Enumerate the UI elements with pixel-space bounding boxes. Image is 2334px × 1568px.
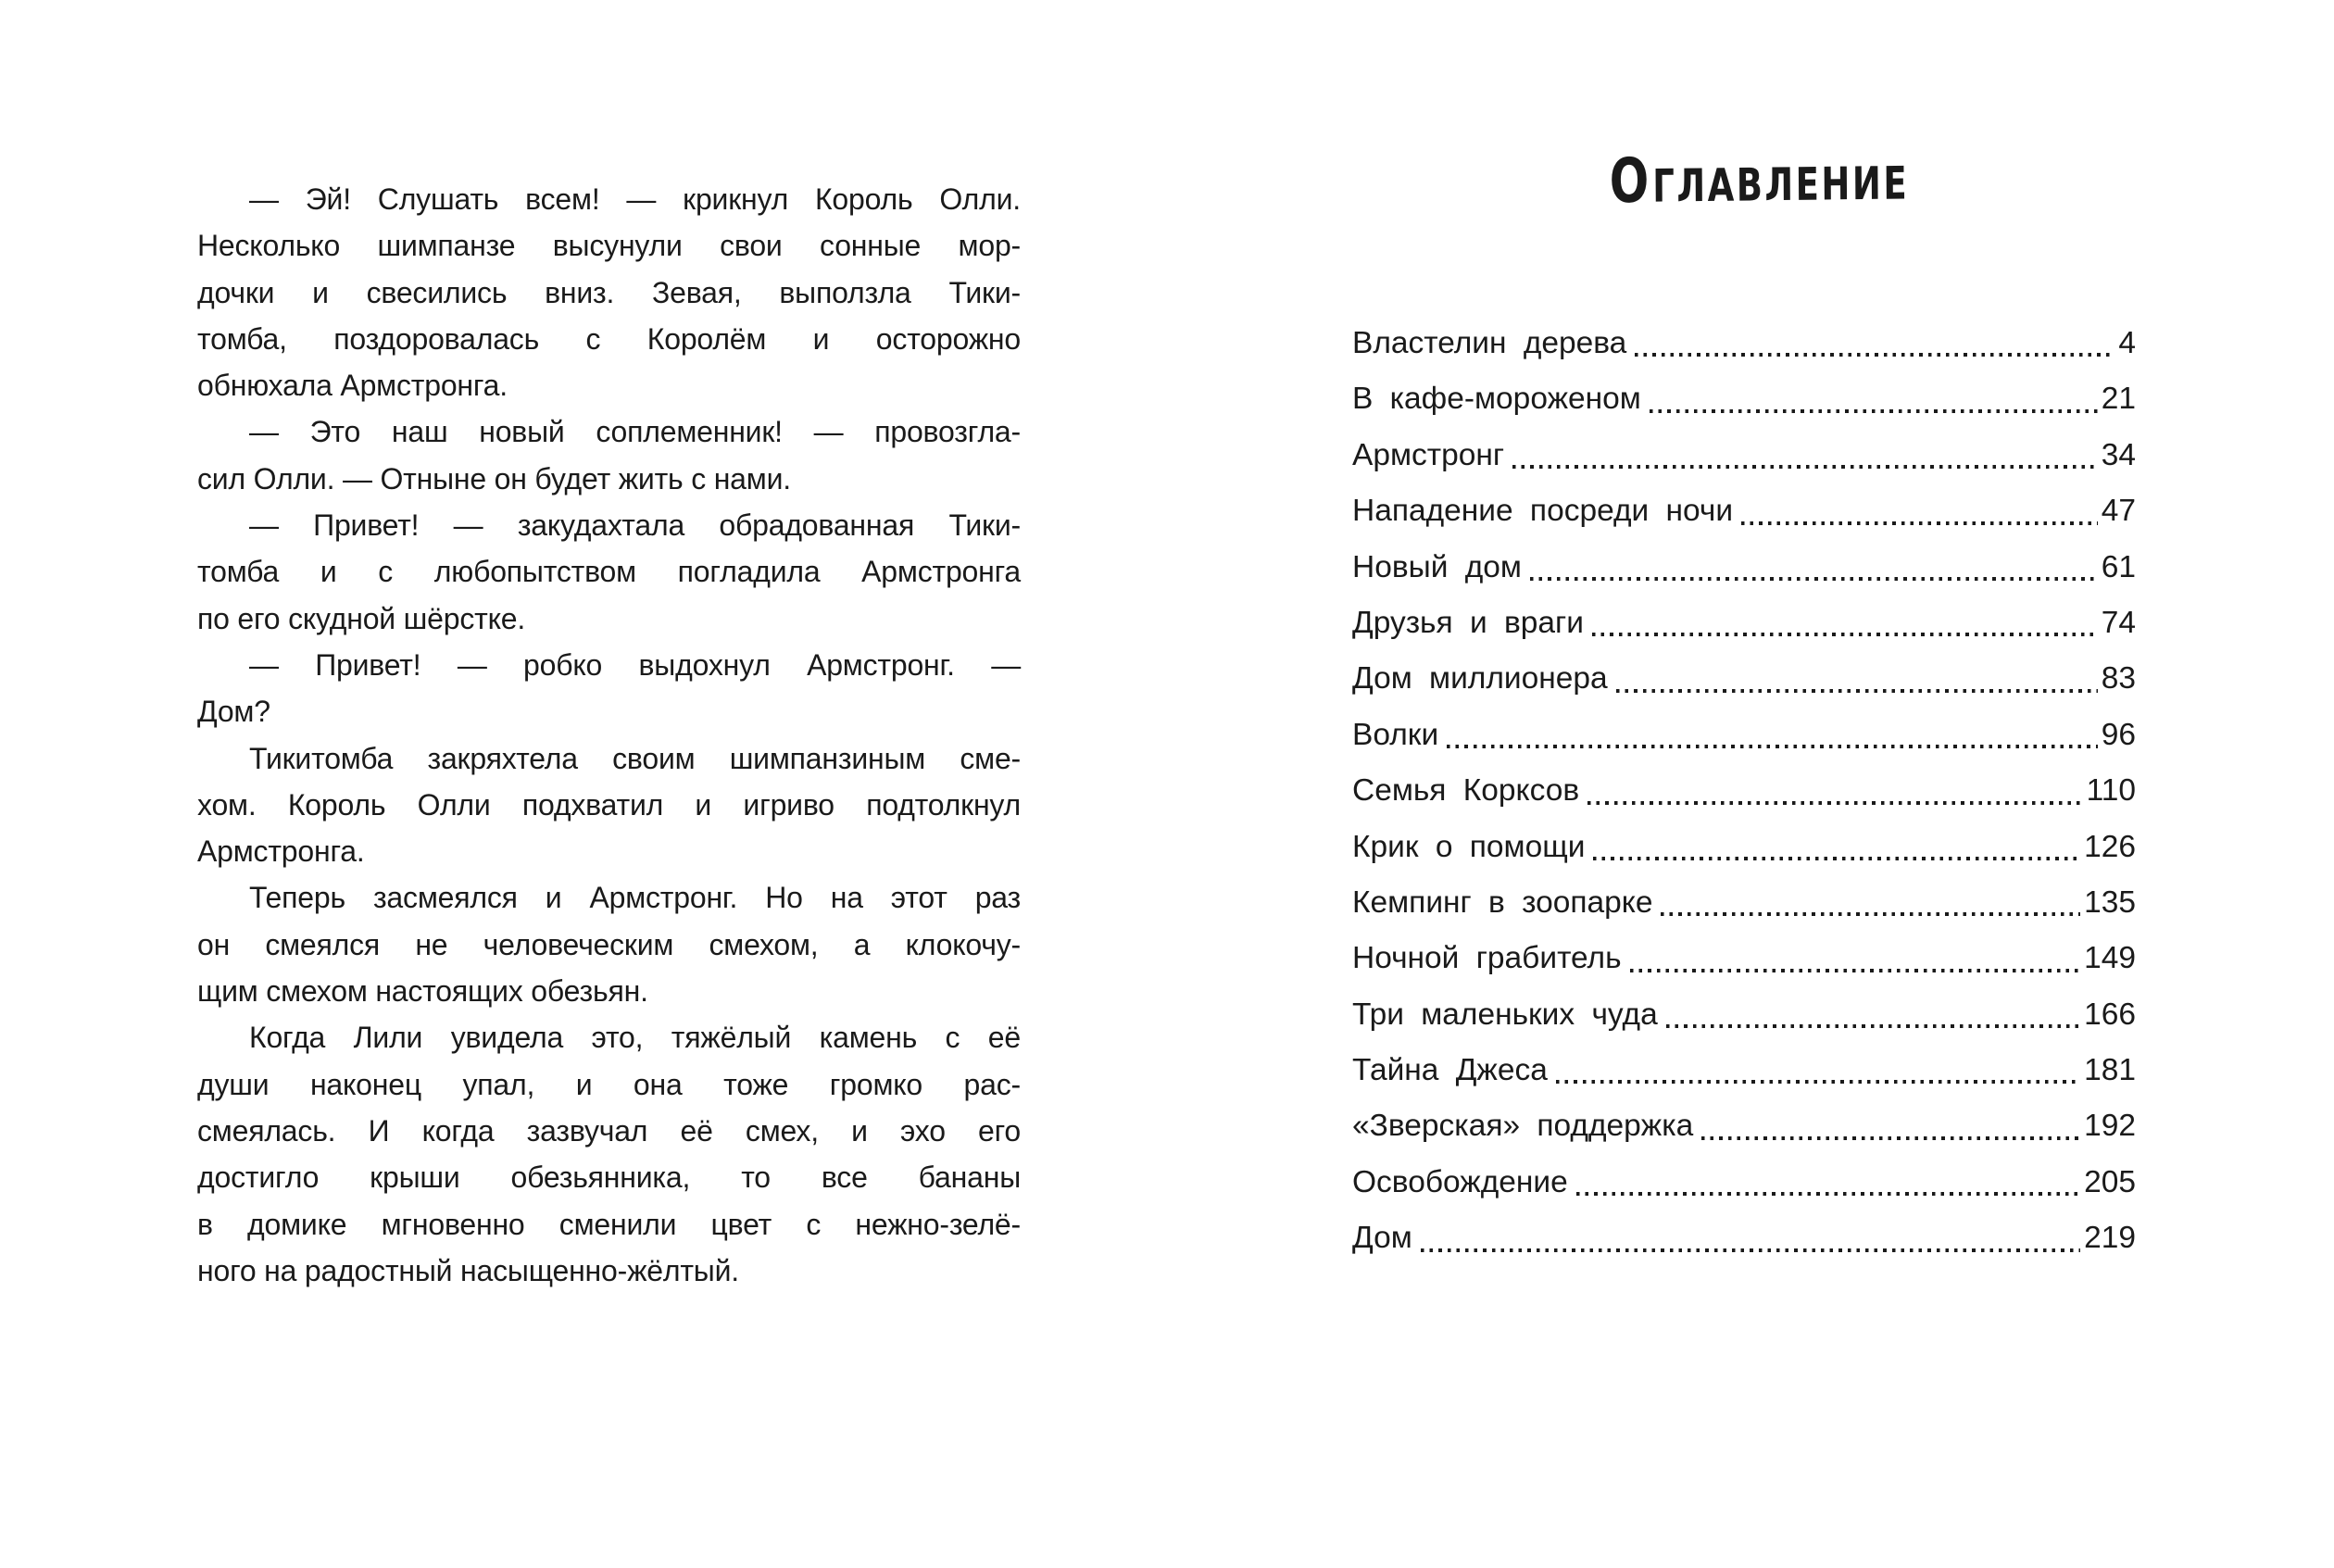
- toc-dot-leader: [1576, 1192, 2080, 1196]
- toc-dot-leader: [1530, 577, 2098, 581]
- toc-row: [1352, 651, 2136, 707]
- story-line: достигло крыши обезьянника, то все бананы: [197, 1160, 1021, 1195]
- story-line: — Привет! — закудахтала обрадованная Тики-: [249, 508, 1021, 543]
- toc-dot-leader: [1556, 1080, 2080, 1084]
- toc-page-number: 135: [2084, 884, 2136, 920]
- story-line: Армстронга.: [197, 834, 365, 869]
- toc-row: [1352, 1043, 2136, 1098]
- story-line: он смеялся не человеческим смехом, а клокочу-: [197, 927, 1021, 961]
- story-paragraph: [197, 642, 1021, 735]
- story-line: томба и с любопытством погладила Армстронга: [197, 555, 1021, 589]
- right-page: [1167, 0, 2334, 1568]
- toc-list: [1352, 316, 2136, 1267]
- story-paragraph: [197, 874, 1021, 1014]
- story-paragraph: [197, 735, 1021, 875]
- toc-title: Волки: [1352, 717, 1439, 752]
- toc-row: [1352, 1098, 2136, 1154]
- toc-title: «Зверская» поддержка: [1352, 1109, 1694, 1144]
- toc-dot-leader: [1661, 912, 2080, 916]
- story-line: — Привет! — робко выдохнул Армстронг. —: [249, 647, 1021, 682]
- toc-row: [1352, 820, 2136, 875]
- toc-dot-leader: [1650, 409, 2098, 413]
- toc-title: Новый дом: [1352, 549, 1522, 584]
- story-line: щим смехом настоящих обезьян.: [197, 974, 648, 1009]
- toc-title: Крик о помощи: [1352, 829, 1586, 864]
- toc-dot-leader: [1447, 745, 2098, 748]
- toc-row: [1352, 540, 2136, 596]
- story-line: по его скудной шёрстке.: [197, 601, 526, 635]
- toc-title: Освобождение: [1352, 1164, 1568, 1199]
- story-line: томба, поздоровалась с Королём и осторожно: [197, 321, 1021, 356]
- toc-dot-leader: [1616, 689, 2098, 693]
- story-paragraph: [197, 408, 1021, 502]
- toc-title: Кемпинг в зоопарке: [1352, 884, 1653, 920]
- toc-row: [1352, 987, 2136, 1043]
- toc-title: Властелин дерева: [1352, 326, 1627, 360]
- story-line: Когда Лили увидела это, тяжёлый камень с её: [249, 1021, 1021, 1055]
- toc-row: [1352, 428, 2136, 483]
- toc-title: Тайна Джеса: [1352, 1053, 1548, 1088]
- toc-dot-leader: [1666, 1024, 2080, 1028]
- toc-title: Семья Корксов: [1352, 773, 1580, 809]
- toc-dot-leader: [1630, 969, 2081, 972]
- toc-dot-leader: [1741, 521, 2098, 525]
- story-line: смеялась. И когда зазвучал её смех, и эхо его: [197, 1113, 1021, 1148]
- toc-page-number: 34: [2101, 437, 2136, 472]
- toc-dot-leader: [1701, 1136, 2080, 1140]
- toc-title: Друзья и враги: [1352, 605, 1584, 640]
- toc-page-number: 74: [2101, 605, 2136, 640]
- toc-page-number: 219: [2084, 1221, 2136, 1256]
- story-line: — Это наш новый соплеменник! — провозгла-: [249, 415, 1021, 449]
- toc-title: Дом миллионера: [1352, 661, 1608, 696]
- story-paragraph: [197, 1014, 1021, 1294]
- toc-row: [1352, 763, 2136, 819]
- toc-dot-leader: [1512, 465, 2098, 469]
- story-line: хом. Король Олли подхватил и игриво подтолкнул: [197, 787, 1021, 822]
- toc-page-number: 149: [2084, 941, 2136, 976]
- toc-page-number: 61: [2101, 549, 2136, 584]
- story-line: сил Олли. — Отныне он будет жить с нами.: [197, 461, 791, 495]
- story-line: Дом?: [197, 695, 270, 729]
- toc-dot-leader: [1592, 633, 2098, 636]
- toc-dot-leader: [1587, 801, 2082, 805]
- story-line: обнюхала Армстронга.: [197, 369, 508, 403]
- story-line: Несколько шимпанзе высунули свои сонные мор-: [197, 229, 1021, 263]
- toc-page-number: 166: [2084, 997, 2136, 1032]
- toc-title: Три маленьких чуда: [1352, 997, 1658, 1032]
- toc-title: Армстронг: [1352, 437, 1505, 472]
- toc-row: [1352, 316, 2136, 371]
- toc-row: [1352, 483, 2136, 539]
- toc-dot-leader: [1421, 1248, 2080, 1252]
- story-text: [197, 176, 1021, 1294]
- toc-page-number: 21: [2101, 382, 2136, 417]
- story-line: ного на радостный насыщенно-жёлтый.: [197, 1253, 739, 1287]
- story-paragraph: [197, 176, 1021, 408]
- toc-page-number: 83: [2101, 661, 2136, 696]
- toc-page-number: 181: [2084, 1053, 2136, 1088]
- toc-page-number: 205: [2084, 1164, 2136, 1199]
- toc-row: [1352, 596, 2136, 651]
- toc-title: Ночной грабитель: [1352, 941, 1622, 976]
- toc-page-number: 47: [2101, 494, 2136, 529]
- toc-dot-leader: [1593, 857, 2080, 860]
- story-line: дочки и свесились вниз. Зевая, выползла Тики-: [197, 275, 1021, 309]
- toc-title: Нападение посреди ночи: [1352, 494, 1734, 529]
- toc-page-number: 192: [2084, 1109, 2136, 1144]
- toc-title: Дом: [1352, 1221, 1412, 1256]
- toc-page-number: 4: [2118, 326, 2136, 360]
- toc-row: [1352, 371, 2136, 427]
- toc-dot-leader: [1635, 353, 2114, 357]
- story-line: — Эй! Слушать всем! — крикнул Король Олли.: [249, 182, 1021, 216]
- toc-row: [1352, 875, 2136, 931]
- story-line: в домике мгновенно сменили цвет с нежно-зелё-: [197, 1207, 1021, 1241]
- toc-page-number: 126: [2084, 829, 2136, 864]
- toc-row: [1352, 1210, 2136, 1266]
- toc-title: В кафе-мороженом: [1352, 382, 1641, 417]
- toc-page-number: 96: [2101, 717, 2136, 752]
- toc-row: [1352, 708, 2136, 763]
- story-line: души наконец упал, и она тоже громко рас-: [197, 1067, 1021, 1101]
- toc-page-number: 110: [2086, 773, 2136, 809]
- story-paragraph: [197, 502, 1021, 642]
- toc-heading: ОГЛАВЛЕНИЕ: [1609, 144, 1910, 217]
- story-line: Тикитомба закряхтела своим шимпанзиным сме-: [249, 741, 1021, 775]
- story-line: Теперь засмеялся и Армстронг. Но на этот раз: [249, 881, 1021, 915]
- toc-row: [1352, 931, 2136, 986]
- toc-row: [1352, 1155, 2136, 1210]
